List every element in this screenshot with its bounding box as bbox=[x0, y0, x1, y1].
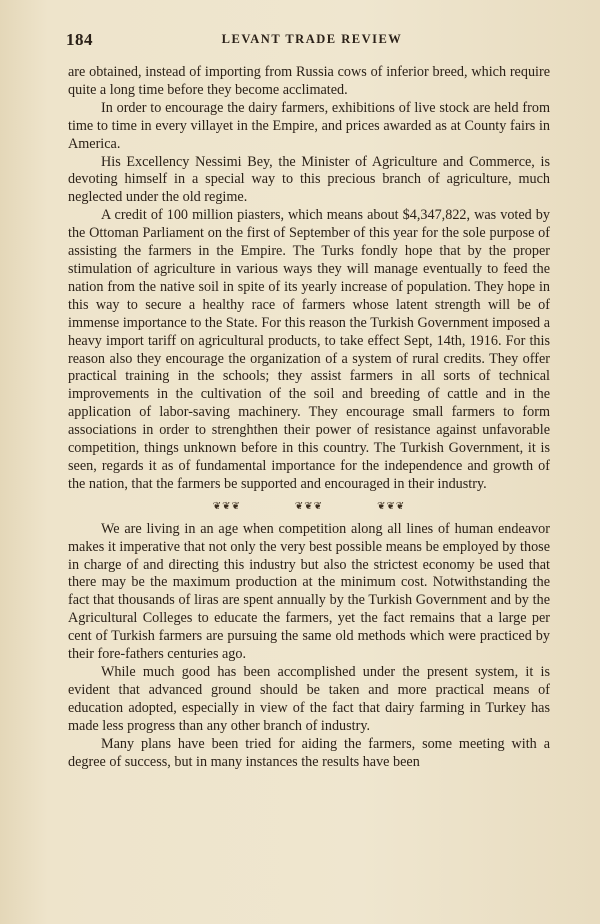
page-number: 184 bbox=[66, 30, 93, 49]
page-header bbox=[66, 30, 558, 54]
section-ornament bbox=[68, 494, 550, 521]
paragraph: While much good has been accomplished under the present system, it is evident that advanced ground should be taken and more practical means of education adopted, especially in view of the fact that dairy farming in Turkey has made less progress than any other branch of industry. bbox=[68, 664, 550, 734]
ornament-glyph: ❦❦❦ bbox=[294, 501, 324, 513]
paragraph: His Excellency Nessimi Bey, the Minister of Agriculture and Commerce, is devoting himself in a special way to this precious branch of agriculture, much neglected under the old regime. bbox=[68, 153, 550, 206]
paragraph: We are living in an age when competition along all lines of human endeavor makes it imperative that not only the very best possible means be employed by those in charge of and directing this industry but also the strictest economy be used that there may be the maximum production at the minimum cost. Notwithstanding the fact that thousands of liras are spent annually by the Turkish Government and by the Agricultural Colleges to educate the farmers, yet the fact remains that a large per cent of Turkish farmers are pursuing the same old methods which were practiced by their fore-fathers centuries ago. bbox=[68, 520, 550, 663]
paragraph: In order to encourage the dairy farmers, exhibitions of live stock are held from time to time in every villayet in the Empire, and prices awarded as at County fairs in America. bbox=[68, 99, 550, 152]
paragraph: Many plans have been tried for aiding the farmers, some meeting with a degree of success, but in many instances the results have been bbox=[68, 735, 550, 770]
body-text bbox=[68, 64, 550, 771]
paragraph: A credit of 100 million piasters, which means about $4,347,822, was voted by the Ottoman Parliament on the first of September of this year for the sole purpose of assisting the farmers in the Empire. The Turks fondly hope that by the proper stimulation of agriculture in various ways they will manage eventually to feed the nation from the native soil in spite of its yearly increase of population. They hope in this way to secure a healthy race of farmers whose latent strength will be of immense importance to the State. For this reason the Turkish Government imposed a heavy import tariff on agricultural products, to take effect Sept, 14th, 1916. For this reason also they encourage the organization of a system of rural credits. They offer practical training in the schools; they assist farmers in all sorts of technical improvements in the cultivation of the soil and breeding of cattle and in the application of labor-saving machinery. They encourage small farmers to form associations in order to strenghthen their power of resistance against unfavorable competition, things unknown before in this country. The Turkish Government, it is seen, regards it as of fundamental importance for the independence and growth of the nation, that the farmers be supported and encouraged in their industry. bbox=[68, 207, 550, 492]
running-head: LEVANT TRADE REVIEW bbox=[221, 32, 403, 46]
ornament-glyph: ❦❦❦ bbox=[212, 501, 241, 513]
ornament-glyph: ❦❦❦ bbox=[377, 501, 406, 513]
paragraph: are obtained, instead of importing from Russia cows of inferior breed, which require quite a long time before they become acclimated. bbox=[68, 64, 550, 98]
